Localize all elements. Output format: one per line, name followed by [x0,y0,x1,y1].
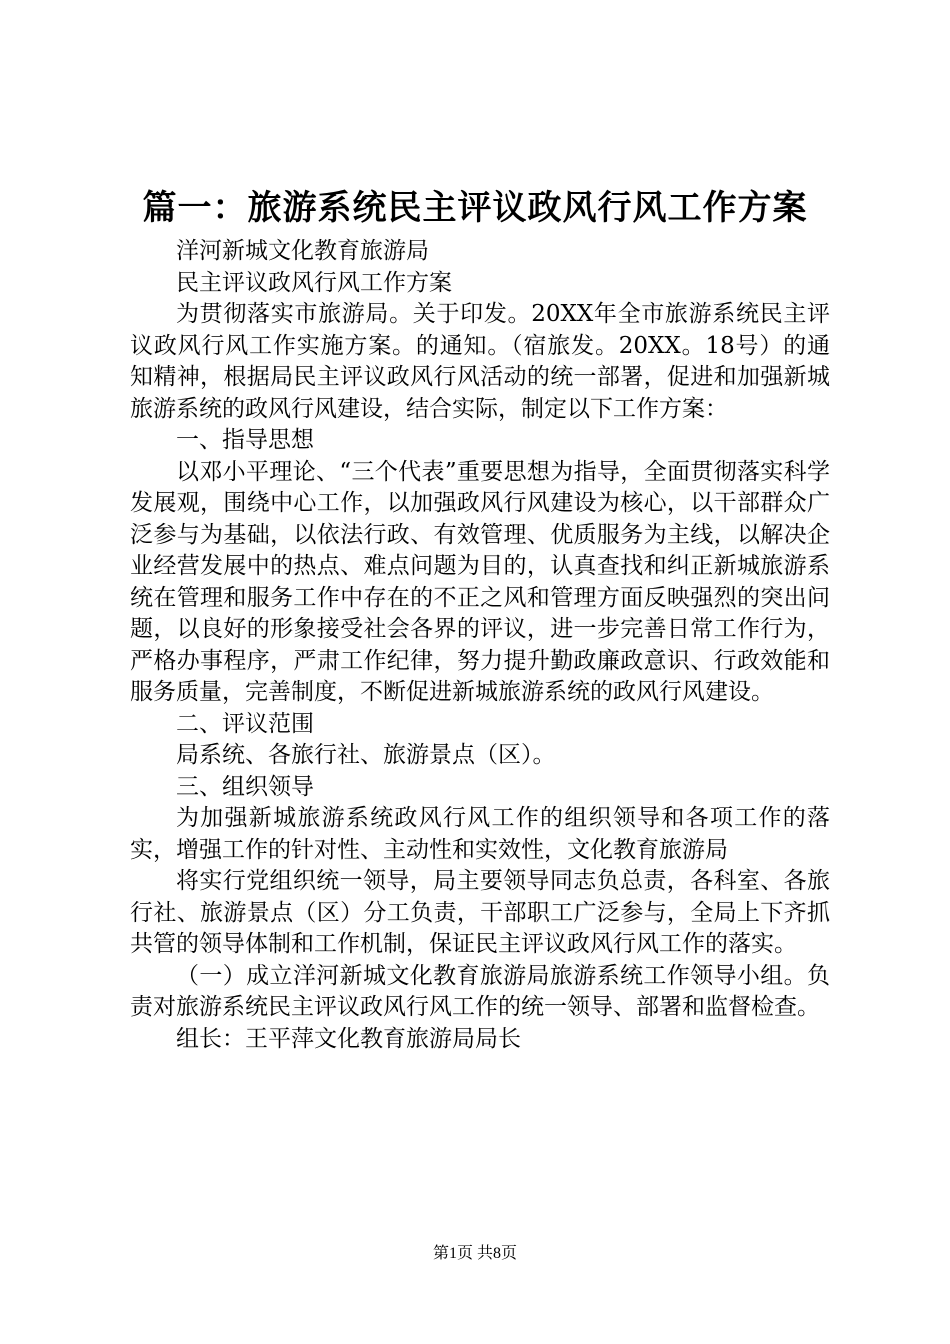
paragraph-group-leader: 组长：王平萍文化教育旅游局局长 [176,1025,521,1052]
section-heading-guiding-ideology: 一、指导思想 [176,427,314,453]
paragraph-org-name: 洋河新城文化教育旅游局 [176,238,429,264]
paragraph-leadership-2: 将实行党组织统一领导，局主要领导同志负总责，各科室、各旅行社、旅游景点（区）分工负责，干部职工广泛参与，全局上下齐抓共管的领导体制和工作机制，保证民主评议政风行风工作的落实。 [130,868,830,957]
paragraph-intro: 为贯彻落实市旅游局。关于印发。20XX年全市旅游系统民主评议政风行风工作实施方案。的通知。（宿旅发。20XX。18号）的通知精神，根据局民主评议政风行风活动的统一部署，促进和加强新城旅游系统的政风行风建设，结合实际，制定以下工作方案： [130,301,830,422]
paragraph-guiding-ideology: 以邓小平理论、“三个代表”重要思想为指导，全面贯彻落实科学发展观，围绕中心工作，以加强政风行风建设为核心，以干部群众广泛参与为基础，以依法行政、有效管理、优质服务为主线，以解决企业经营发展中的热点、难点问题为目的，认真查找和纠正新城旅游系统在管理和服务工作中存在的不正之风和管理方面反映强烈的突出问题，以良好的形象接受社会各界的评议，进一步完善日常工作行为，严格办事程序，严肃工作纪律，努力提升勤政廉政意识、行政效能和服务质量，完善制度，不断促进新城旅游系统的政风行风建设。 [130,458,830,705]
section-heading-leadership: 三、组织领导 [176,773,314,800]
paragraph-scope: 局系统、各旅行社、旅游景点（区）。 [176,742,556,768]
paragraph-leading-group: （一）成立洋河新城文化教育旅游局旅游系统工作领导小组。负责对旅游系统民主评议政风行风工作的统一领导、部署和监督检查。 [130,962,830,1020]
section-heading-scope: 二、评议范围 [176,710,314,737]
page-footer: 第1页 共8页 [432,1245,517,1262]
paragraph-leadership-1: 为加强新城旅游系统政风行风工作的组织领导和各项工作的落实，增强工作的针对性、主动性和实效性，文化教育旅游局 [130,805,830,863]
document-title: 篇一：旅游系统民主评议政风行风工作方案 [142,188,808,228]
document-body [130,236,830,1055]
paragraph-plan-name: 民主评议政风行风工作方案 [176,269,452,296]
